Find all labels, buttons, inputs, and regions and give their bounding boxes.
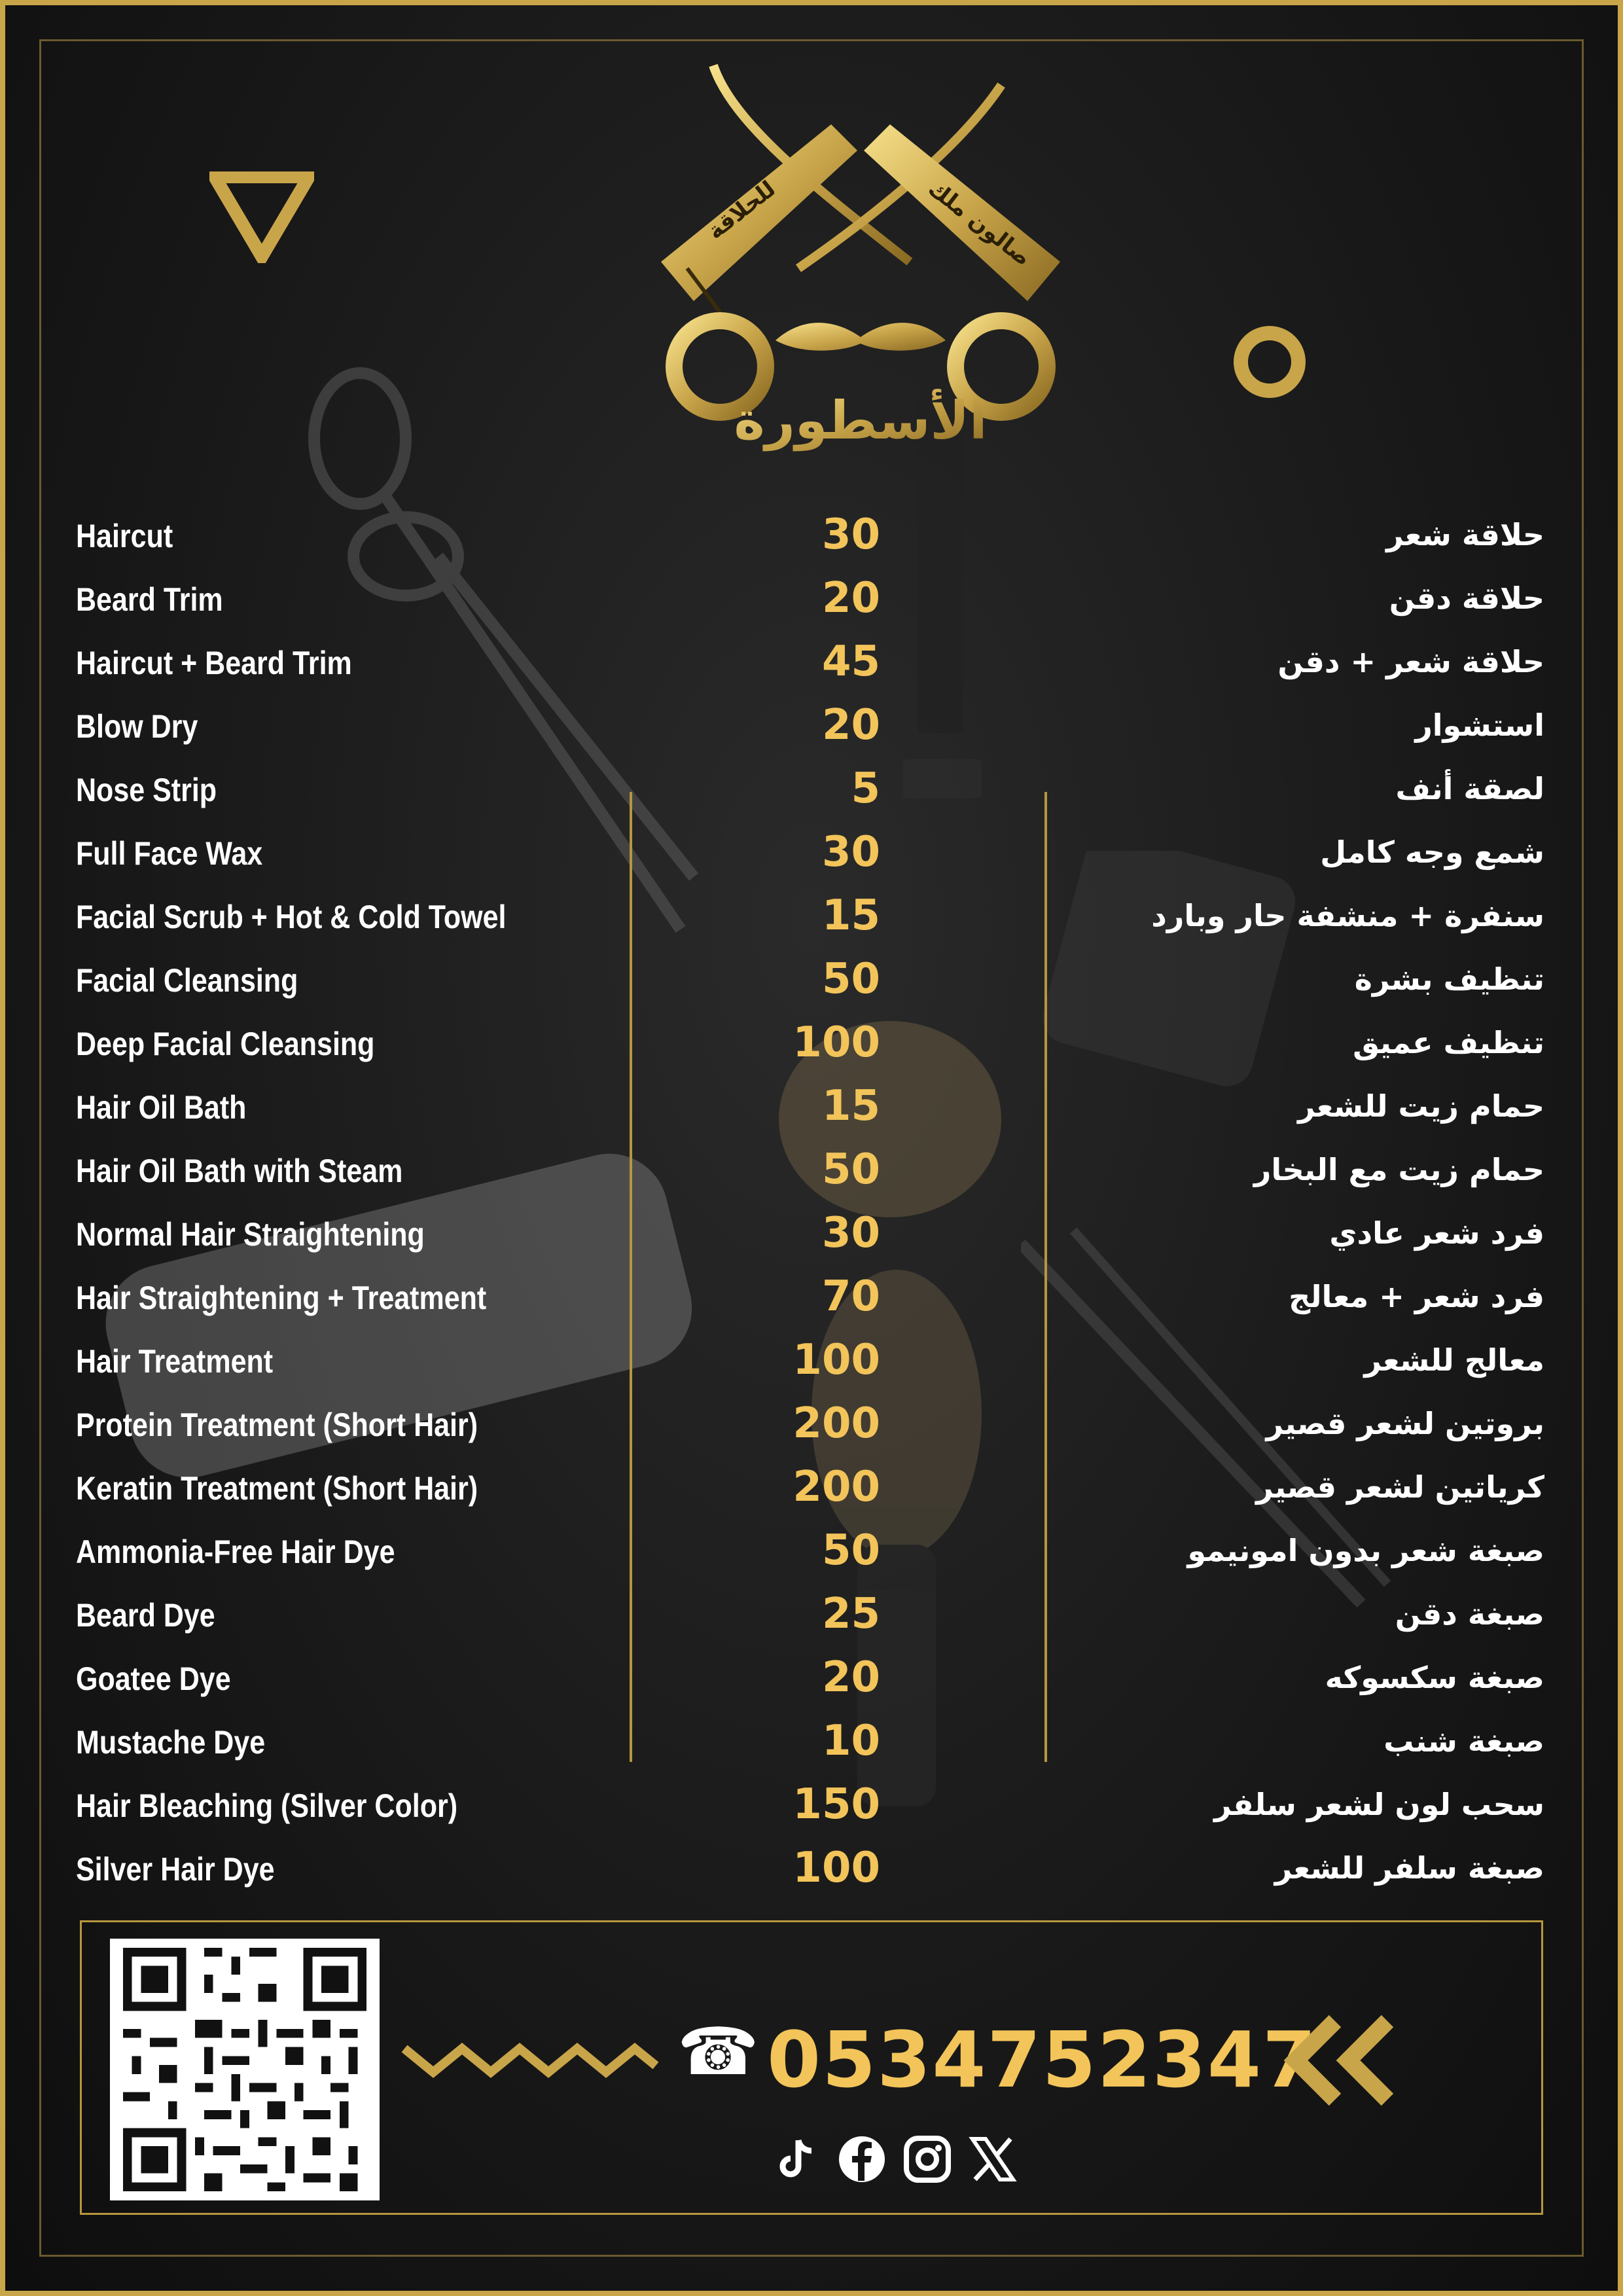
- service-price: 25: [821, 1590, 880, 1638]
- service-name-ar: حمام زيت مع البخار: [1253, 1152, 1544, 1187]
- list-item: [0, 1526, 1623, 1592]
- list-item: [0, 1590, 1623, 1655]
- service-price: 45: [821, 637, 880, 686]
- service-name-en: Keratin Treatment (Short Hair): [76, 1470, 478, 1507]
- service-name-ar: حلاقة شعر: [1386, 517, 1544, 552]
- service-name-en: Blow Dry: [76, 708, 198, 745]
- service-price: 200: [793, 1463, 880, 1511]
- service-name-ar: صبغة شنب: [1383, 1723, 1544, 1759]
- service-name-en: Deep Facial Cleansing: [76, 1026, 375, 1062]
- service-price: 100: [793, 1018, 880, 1067]
- service-name-en: Ammonia-Free Hair Dye: [76, 1534, 395, 1570]
- list-item: [0, 1272, 1623, 1338]
- service-name-ar: معالج للشعر: [1364, 1342, 1544, 1378]
- service-name-en: Facial Scrub + Hot & Cold Towel: [76, 899, 507, 935]
- service-name-en: Facial Cleansing: [76, 962, 298, 999]
- service-name-en: Hair Oil Bath: [76, 1089, 247, 1126]
- service-name-ar: سحب لون لشعر سلفر: [1214, 1787, 1544, 1822]
- list-item: [0, 1336, 1623, 1401]
- list-item: [0, 1018, 1623, 1084]
- service-name-en: Protein Treatment (Short Hair): [76, 1407, 478, 1443]
- service-price: 100: [793, 1336, 880, 1384]
- list-item: [0, 1209, 1623, 1274]
- service-name-en: Beard Dye: [76, 1597, 215, 1634]
- service-name-ar: بروتين لشعر قصير: [1266, 1406, 1544, 1441]
- instagram-icon[interactable]: [903, 2135, 952, 2183]
- service-name-ar: صبغة دقن: [1395, 1596, 1544, 1632]
- facebook-icon[interactable]: [838, 2135, 886, 2183]
- service-name-en: Nose Strip: [76, 772, 217, 808]
- logo-banner-right: صالون ملك: [923, 175, 1036, 272]
- service-price: 50: [821, 955, 880, 1003]
- list-item: [0, 891, 1623, 957]
- service-price: 15: [821, 891, 880, 940]
- telephone-icon: ☎: [677, 2013, 759, 2090]
- triangle-decoration-icon: [209, 171, 314, 263]
- list-item: [0, 1717, 1623, 1782]
- service-name-ar: سنفرة + منشفة حار وبارد: [1151, 898, 1544, 933]
- service-name-en: Hair Oil Bath with Steam: [76, 1153, 403, 1189]
- service-name-ar: صبغة سلفر للشعر: [1274, 1850, 1544, 1886]
- list-item: [0, 1145, 1623, 1211]
- tiktok-icon[interactable]: [772, 2135, 821, 2183]
- service-name-ar: حمام زيت للشعر: [1298, 1088, 1544, 1124]
- phone-number[interactable]: 0534752347: [767, 2015, 1318, 2105]
- zigzag-decoration-icon: [401, 2029, 660, 2081]
- list-item: [0, 637, 1623, 703]
- service-price: 200: [793, 1399, 880, 1448]
- list-item: [0, 955, 1623, 1020]
- service-name-ar: استشوار: [1415, 708, 1544, 743]
- service-price: 20: [821, 701, 880, 749]
- service-price: 30: [821, 1209, 880, 1257]
- service-name-en: Goatee Dye: [76, 1660, 231, 1697]
- service-name-en: Normal Hair Straightening: [76, 1216, 425, 1253]
- service-name-ar: حلاقة شعر + دقن: [1277, 644, 1544, 679]
- service-price: 10: [821, 1717, 880, 1765]
- service-name-en: Haircut: [76, 518, 173, 554]
- service-price: 70: [821, 1272, 880, 1321]
- list-item: [0, 1399, 1623, 1465]
- service-name-ar: حلاقة دقن: [1389, 581, 1544, 616]
- service-name-en: Silver Hair Dye: [76, 1851, 275, 1888]
- service-name-en: Beard Trim: [76, 581, 223, 618]
- x-icon[interactable]: [969, 2135, 1017, 2183]
- service-name-en: Hair Treatment: [76, 1343, 274, 1380]
- service-price: 50: [821, 1526, 880, 1575]
- list-item: [0, 701, 1623, 766]
- service-name-ar: تنظيف عميق: [1353, 1025, 1544, 1060]
- service-name-ar: فرد شعر + معالج: [1289, 1279, 1544, 1314]
- list-item: [0, 1844, 1623, 1909]
- list-item: [0, 574, 1623, 639]
- service-name-en: Full Face Wax: [76, 835, 263, 872]
- service-price: 20: [821, 574, 880, 622]
- list-item: [0, 828, 1623, 893]
- service-price: 5: [851, 764, 880, 813]
- double-chevron-left-icon: [1283, 2015, 1400, 2106]
- list-item: [0, 1653, 1623, 1719]
- service-price: 30: [821, 511, 880, 559]
- list-item: [0, 511, 1623, 576]
- service-name-en: Haircut + Beard Trim: [76, 645, 352, 681]
- service-name-ar: صبغة سكسوكه: [1325, 1660, 1544, 1695]
- service-name-en: Mustache Dye: [76, 1724, 266, 1761]
- list-item: [0, 1463, 1623, 1528]
- list-item: [0, 1780, 1623, 1846]
- service-name-ar: كرياتين لشعر قصير: [1256, 1469, 1544, 1505]
- service-name-en: Hair Straightening + Treatment: [76, 1280, 487, 1316]
- service-name-ar: فرد شعر عادي: [1329, 1215, 1544, 1251]
- service-name-ar: تنظيف بشرة: [1354, 961, 1544, 997]
- service-name-en: Hair Bleaching (Silver Color): [76, 1787, 458, 1824]
- service-price: 15: [821, 1082, 880, 1130]
- qr-code[interactable]: [110, 1939, 380, 2200]
- list-item: [0, 1082, 1623, 1147]
- logo-banner-left: للحلاقة: [702, 175, 781, 245]
- logo-script-text: الأسطورة: [734, 390, 988, 451]
- list-item: [0, 764, 1623, 830]
- service-price: 30: [821, 828, 880, 876]
- service-name-ar: لصقة أنف: [1395, 771, 1544, 806]
- circle-decoration-icon: [1234, 326, 1306, 398]
- service-name-ar: صبغة شعر بدون امونيمو: [1187, 1533, 1544, 1568]
- service-name-ar: شمع وجه كامل: [1320, 834, 1544, 870]
- service-price: 50: [821, 1145, 880, 1194]
- service-price: 100: [793, 1844, 880, 1892]
- salon-logo: [635, 46, 1086, 452]
- service-price: 20: [821, 1653, 880, 1702]
- service-price: 150: [793, 1780, 880, 1829]
